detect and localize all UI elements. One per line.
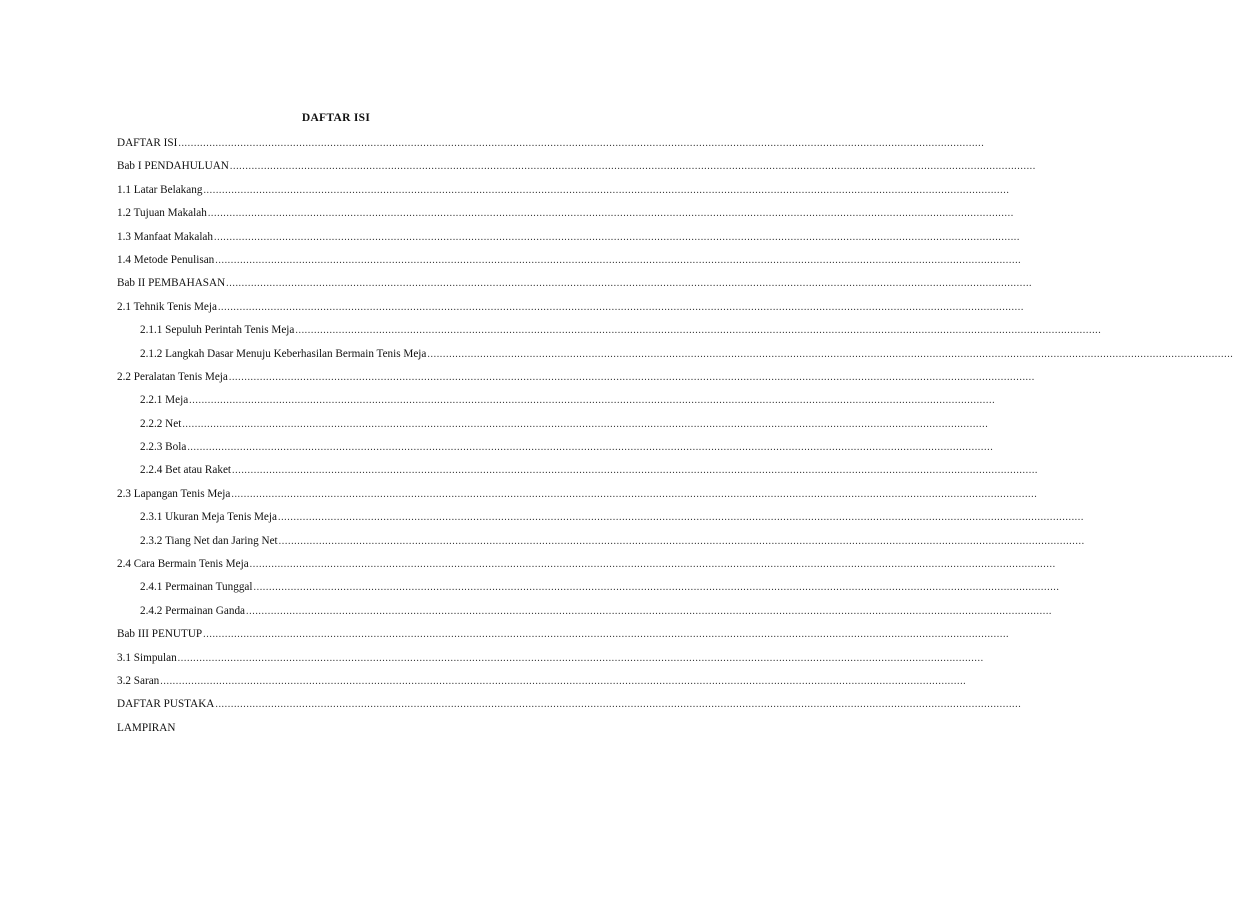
toc-entry-label: 2.3.2 Tiang Net dan Jaring Net [140,534,278,547]
toc-entry-label: 2.2.4 Bet atau Raket [140,464,232,477]
toc-entry-label: 2.2.1 Meja [140,394,189,407]
toc-entry-label: DAFTAR ISI [117,137,178,149]
dot-leader: .................................................................................................................................................................................................................................................................... [232,465,1039,477]
dot-leader: .................................................................................................................................................................................................................................................................... [207,208,1014,220]
dot-leader: .................................................................................................................................................................................................................................................................... [203,629,1010,641]
dot-leader: .................................................................................................................................................................................................................................................................... [253,582,1060,594]
toc-entry-label: 1.1 Latar Belakang [117,183,203,196]
toc-entry-label: 3.1 Simpulan [117,651,177,664]
toc-entry-label: 2.2.2 Net [140,417,182,430]
dot-leader: .................................................................................................................................................................................................................................................................... [229,161,1036,173]
dot-leader: .................................................................................................................................................................................................................................................................... [427,348,1233,360]
toc-entry-label: Bab I PENDAHULUAN [117,160,229,173]
dot-leader: .................................................................................................................................................................................................................................................................... [177,652,984,664]
toc-entry-label: 2.4.2 Permainan Ganda [140,604,246,617]
dot-leader: .................................................................................................................................................................................................................................................................... [214,231,1020,243]
toc-entry [117,464,1039,487]
toc-entry-label: 2.1 Tehnik Tenis Meja [117,300,217,313]
dot-leader: .................................................................................................................................................................................................................................................................... [203,184,1010,196]
toc-entry [117,534,1085,558]
toc-entry [117,651,984,675]
toc-entry-label: DAFTAR PUSTAKA [117,698,215,711]
dot-leader: .................................................................................................................................................................................................................................................................... [187,442,994,454]
toc-entry [117,604,1053,628]
toc-entry-label: LAMPIRAN [117,721,176,734]
toc-entry [117,698,1022,721]
toc-entry [117,558,1056,581]
toc-entry [117,417,989,441]
toc-entry [117,207,1014,230]
dot-leader: .................................................................................................................................................................................................................................................................... [246,605,1053,617]
toc-entry-label: 2.2.3 Bola [140,441,187,454]
toc-entry [117,300,1024,324]
dot-leader: .................................................................................................................................................................................................................................................................... [228,371,1035,383]
toc-entry-label: Bab III PENUTUP [117,628,203,641]
toc-entry [117,160,1036,183]
toc-entry-label: 1.2 Tujuan Makalah [117,207,207,220]
dot-leader: .................................................................................................................................................................................................................................................................... [295,325,1102,337]
toc-entry [117,253,1022,277]
toc-entry-label: 2.4.1 Permainan Tunggal [140,581,253,594]
toc-entry [117,277,1033,300]
toc-entry [117,370,1035,394]
dot-leader: .................................................................................................................................................................................................................................................................... [215,699,1022,711]
toc-entry-label: Bab II PEMBAHASAN [117,277,226,290]
toc-entry [117,324,1102,347]
dot-leader: .................................................................................................................................................................................................................................................................... [215,254,1022,266]
table-of-contents [117,137,1233,745]
toc-entry [117,674,967,698]
dot-leader: .................................................................................................................................................................................................................................................................... [160,675,967,687]
toc-entry-label: 2.4 Cara Bermain Tenis Meja [117,558,249,571]
toc-entry [117,511,1084,534]
toc-entry [117,347,1233,371]
toc-entry [117,394,996,417]
toc-entry [117,722,488,745]
toc-entry-label: 2.1.1 Sepuluh Perintah Tenis Meja [140,324,295,337]
dot-leader: .................................................................................................................................................................................................................................................................... [182,418,989,430]
dot-leader: .................................................................................................................................................................................................................................................................... [189,395,996,407]
toc-entry-label: 1.4 Metode Penulisan [117,253,215,266]
dot-leader: .................................................................................................................................................................................................................................................................... [278,535,1085,547]
dot-leader: .................................................................................................................................................................................................................................................................... [226,278,1033,290]
toc-entry-label: 2.1.2 Langkah Dasar Menuju Keberhasilan Bermain Tenis Meja [140,347,427,360]
toc-entry-label: 2.3 Lapangan Tenis Meja [117,487,231,500]
dot-leader: .................................................................................................................................................................................................................................................................... [249,559,1056,571]
toc-entry-label: 3.2 Saran [117,674,160,687]
dot-leader: .................................................................................................................................................................................................................................................................... [178,138,985,149]
toc-entry [117,230,1020,254]
toc-entry-label: 2.2 Peralatan Tenis Meja [117,370,228,383]
toc-entry [117,628,1010,651]
toc-entry [117,487,1038,511]
dot-leader: .................................................................................................................................................................................................................................................................... [217,301,1024,313]
toc-entry-label: 1.3 Manfaat Makalah [117,230,213,243]
toc-entry [117,137,985,160]
page-title: DAFTAR ISI [301,112,371,124]
toc-entry [117,581,1060,604]
toc-entry [117,183,1010,207]
toc-entry-label: 2.3.1 Ukuran Meja Tenis Meja [140,511,277,524]
toc-entry [117,441,994,464]
dot-leader: .................................................................................................................................................................................................................................................................... [277,512,1084,524]
dot-leader: .................................................................................................................................................................................................................................................................... [231,488,1038,500]
